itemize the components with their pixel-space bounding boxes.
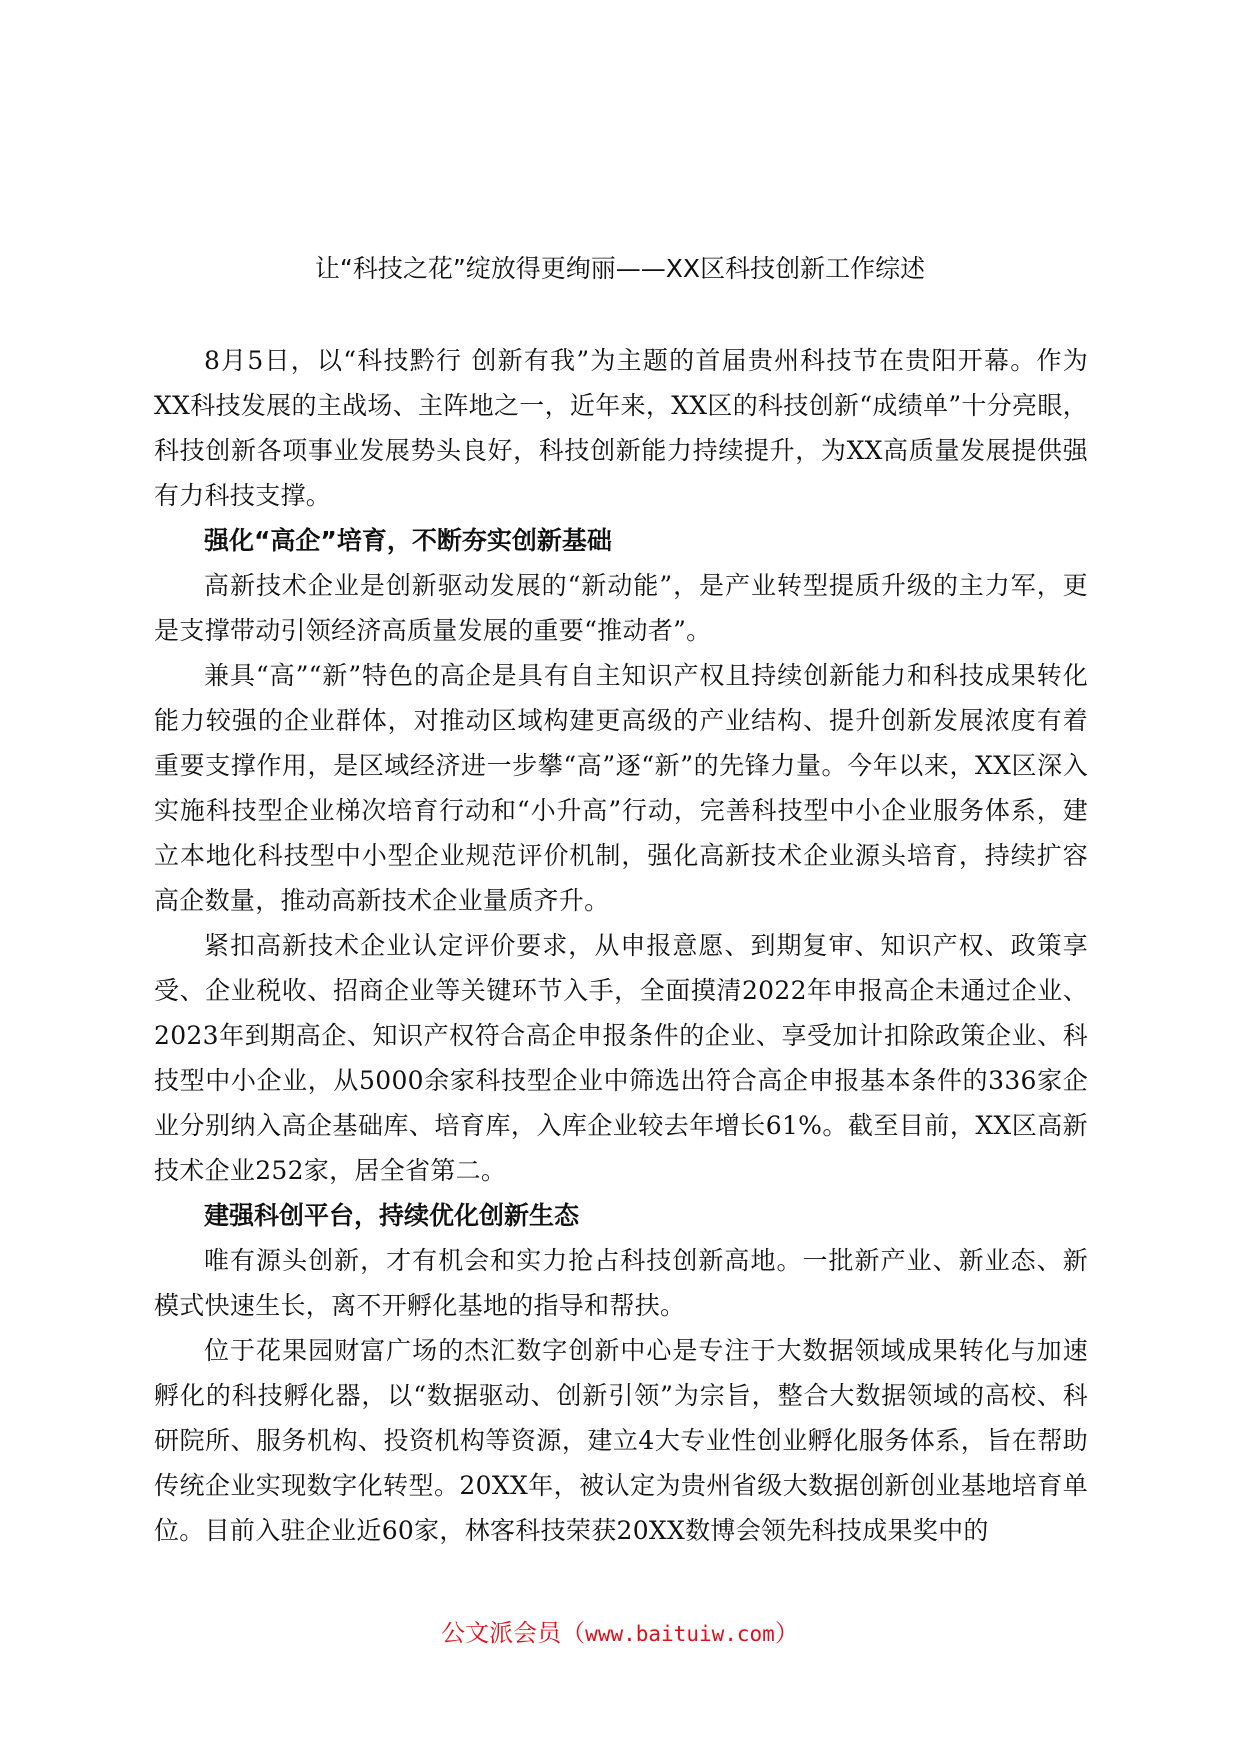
paragraph: 紧扣高新技术企业认定评价要求，从申报意愿、到期复审、知识产权、政策享受、企业税收、招商企业等关键环节入手，全面摸清2022年申报高企未通过企业、2023年到期高企、知识产权符合高企申报条件的企业、享受加计扣除政策企业、科技型中小企业，从5000余家科技型企业中筛选出符合高企申报基本条件的336家企业分别纳入高企基础库、培育库，入库企业较去年增长61%。截至目前，XX区高新技术企业252家，居全省第二。 bbox=[154, 931, 1088, 1185]
paragraph: 兼具“高”“新”特色的高企是具有自主知识产权且持续创新能力和科技成果转化能力较强的企业群体，对推动区域构建更高级的产业结构、提升创新发展浓度有着重要支撑作用，是区域经济进一步攀“高”逐“新”的先锋力量。今年以来，XX区深入实施科技型企业梯次培育行动和“小升高”行动，完善科技型中小企业服务体系，建立本地化科技型中小型企业规范评价机制，强化高新技术企业源头培育，持续扩容高企数量，推动高新技术企业量质齐升。 bbox=[154, 661, 1088, 915]
paragraph: 高新技术企业是创新驱动发展的“新动能”，是产业转型提质升级的主力军，更是支撑带动引领经济高质量发展的重要“推动者”。 bbox=[154, 571, 1088, 645]
paragraph: 唯有源头创新，才有机会和实力抢占科技创新高地。一批新产业、新业态、新模式快速生长，离不开孵化基地的指导和帮扶。 bbox=[154, 1246, 1088, 1320]
paragraph: 位于花果园财富广场的杰汇数字创新中心是专注于大数据领域成果转化与加速孵化的科技孵化器，以“数据驱动、创新引领”为宗旨，整合大数据领域的高校、科研院所、服务机构、投资机构等资源，建立4大专业性创业孵化服务体系，旨在帮助传统企业实现数字化转型。20XX年，被认定为贵州省级大数据创新创业基地培育单位。目前入驻企业近60家，林客科技荣获20XX数博会领先科技成果奖中的 bbox=[154, 1336, 1088, 1545]
document-body bbox=[154, 338, 1088, 1553]
footer-url[interactable]: www.baituiw.com bbox=[585, 1622, 775, 1646]
section-heading-gaoqi: 强化“高企”培育，不断夯实创新基础 bbox=[204, 526, 612, 555]
document-title: 让“科技之花”绽放得更绚丽——XX区科技创新工作综述 bbox=[314, 254, 926, 283]
paragraph-intro: 8月5日，以“科技黔行 创新有我”为主题的首届贵州科技节在贵阳开幕。作为XX科技发展的主战场、主阵地之一，近年来，XX区的科技创新“成绩单”十分亮眼，科技创新各项事业发展势头良好，科技创新能力持续提升，为XX高质量发展提供强有力科技支撑。 bbox=[154, 346, 1088, 510]
footer-watermark bbox=[0, 1617, 1240, 1650]
section-heading-platform: 建强科创平台，持续优化创新生态 bbox=[204, 1201, 580, 1230]
footer-close: ） bbox=[774, 1619, 799, 1647]
footer-label: 公文派会员（ bbox=[441, 1619, 586, 1647]
